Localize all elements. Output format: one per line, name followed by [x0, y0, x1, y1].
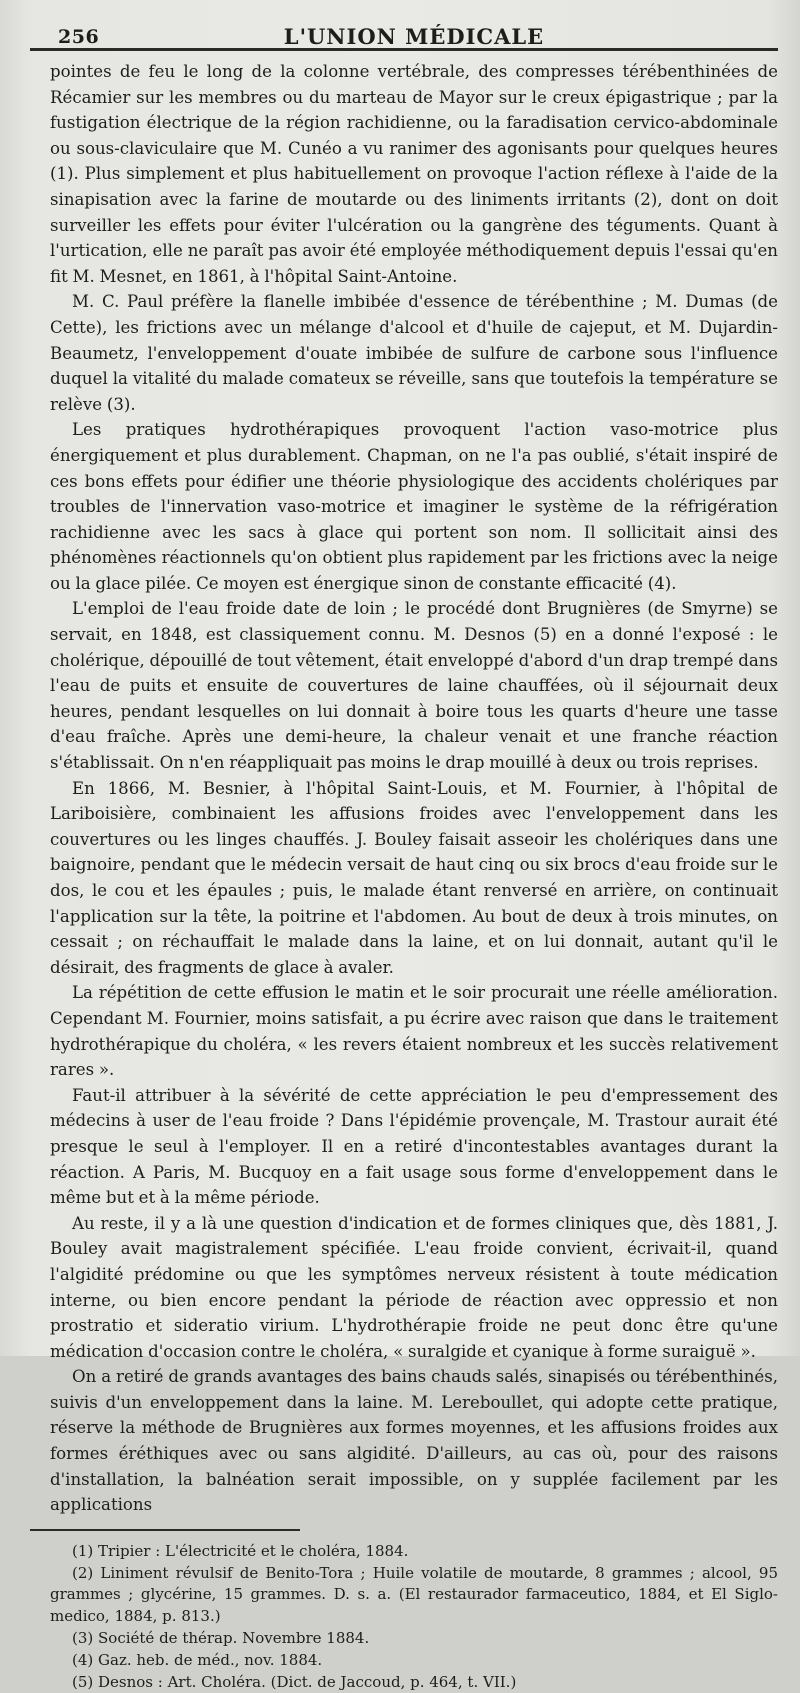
page-header — [50, 12, 778, 48]
footnote: (1) Tripier : L'électricité et le choléra, 1884. — [72, 1541, 409, 1560]
footnote: (2) Liniment révulsif de Benito-Tora ; Huile volatile de moutarde, 8 grammes ; alcool, 95 grammes ; glycérine, 15 grammes. D. s. a. (El restaurador farmaceutico, 1884, et El Siglo-medico, 1884, p. 813.) — [50, 1563, 778, 1626]
body-text — [50, 59, 778, 1518]
paragraph: La répétition de cette effusion le matin et le soir procurait une réelle amélioration. Cependant M. Fournier, moins satisfait, a pu écrire avec raison que dans le traitement hydrothérapique du choléra, « les revers étaient nombreux et les succès relativement rares ». — [50, 983, 778, 1080]
page-number: 256 — [58, 26, 100, 48]
footnotes — [50, 1541, 778, 1693]
footnote: (5) Desnos : Art. Choléra. (Dict. de Jaccoud, p. 464, t. VII.) — [72, 1672, 517, 1691]
paragraph: On a retiré de grands avantages des bains chauds salés, sinapisés ou térébenthinés, suivis d'un enveloppement dans la laine. M. Lereboullet, qui adopte cette pratique, réserve la méthode de Brugnières aux formes moyennes, et les affusions froides aux formes éréthiques avec ou sans algidité. D'ailleurs, au cas où, pour des raisons d'installation, la balnéation serait impossible, on y supplée facilement par les applications — [50, 1367, 778, 1515]
paragraph: pointes de feu le long de la colonne vertébrale, des compresses térébenthinées de Récamier sur les membres ou du marteau de Mayor sur le creux épigastrique ; par la fustigation électrique de la région rachidienne, ou la faradisation cervico-abdominale ou sous-claviculaire que M. Cunéo a vu ranimer des agonisants pour quelques heures (1). Plus simplement et plus habituellement on provoque l'action réflexe à l'aide de la sinapisation avec la farine de moutarde ou des liniments irritants (2), dont on doit surveiller les effets pour éviter l'ulcération ou la gangrène des téguments. Quant à l'urtication, elle ne paraît pas avoir été employée méthodiquement depuis l'essai qu'en fit M. Mesnet, en 1861, à l'hôpital Saint-Antoine. — [50, 62, 778, 286]
paragraph: Au reste, il y a là une question d'indication et de formes cliniques que, dès 1881, J. Bouley avait magistralement spécifiée. L'eau froide convient, écrivait-il, quand l'algidité prédomine ou que les symptômes nerveux résistent à toute médication interne, ou bien encore pendant la période de réaction avec oppressio et non prostratio et sideratio virium. L'hydrothérapie froide ne peut donc être qu'une médication d'occasion contre le choléra, « suralgide et cyanique à forme suraiguë ». — [50, 1213, 778, 1361]
footnote-rule — [30, 1529, 300, 1531]
footnote: (3) Société de thérap. Novembre 1884. — [72, 1629, 370, 1648]
running-title: L'UNION MÉDICALE — [283, 24, 545, 49]
paragraph: Les pratiques hydrothérapiques provoquent l'action vaso-motrice plus énergiquement et plus durablement. Chapman, on ne l'a pas oublié, s'était inspiré de ces bons effets pour édifier une théorie physiologique des accidents cholériques par troubles de l'innervation vaso-motrice et imaginer le système de la réfrigération rachidienne avec les sacs à glace qui portent son nom. Il sollicitait ainsi des phénomènes réactionnels qu'on obtient plus rapidement par les frictions avec la neige ou la glace pilée. Ce moyen est énergique sinon de constante efficacité (4). — [50, 420, 778, 593]
paragraph: M. C. Paul préfère la flanelle imbibée d'essence de térébenthine ; M. Dumas (de Cette), les frictions avec un mélange d'alcool et d'huile de cajeput, et M. Dujardin-Beaumetz, l'enveloppement d'ouate imbibée de sulfure de carbone sous l'influence duquel la vitalité du malade comateux se réveille, sans que toutefois la température se relève (3). — [50, 292, 778, 414]
paragraph: Faut-il attribuer à la sévérité de cette appréciation le peu d'empressement des médecins à user de l'eau froide ? Dans l'épidémie provençale, M. Trastour aurait été presque le seul à l'employer. Il en a retiré d'incontestables avantages durant la réaction. A Paris, M. Bucquoy en a fait usage sous forme d'enveloppement dans le même but et à la même période. — [50, 1085, 778, 1208]
footnote: (4) Gaz. heb. de méd., nov. 1884. — [72, 1650, 323, 1669]
paragraph: L'emploi de l'eau froide date de loin ; le procédé dont Brugnières (de Smyrne) se servait, en 1848, est classiquement connu. M. Desnos (5) en a donné l'exposé : le cholérique, dépouillé de tout vêtement, était enveloppé d'abord d'un drap trempé dans l'eau de puits et ensuite de couvertures de laine chauffées, où il séjournait deux heures, pendant lesquelles on lui donnait à boire tous les quarts d'heure une tasse d'eau fraîche. Après une demi-heure, la chaleur venait et une franche réaction s'établissait. On n'en réappliquait pas moins le drap mouillé à deux ou trois reprises. — [50, 599, 778, 773]
paragraph: En 1866, M. Besnier, à l'hôpital Saint-Louis, et M. Fournier, à l'hôpital de Lariboisière, combinaient les affusions froides avec l'enveloppement dans les couvertures ou les linges chauffés. J. Bouley faisait asseoir les cholériques dans une baignoire, pendant que le médecin versait de haut cinq ou six brocs d'eau froide sur le dos, le cou et les épaules ; puis, le malade étant renversé en arrière, on continuait l'application sur la tête, la poitrine et l'abdomen. Au bout de deux à trois minutes, on cessait ; on réchauffait le malade dans la laine, et on lui donnait, autant qu'il le désirait, des fragments de glace à avaler. — [50, 778, 778, 977]
